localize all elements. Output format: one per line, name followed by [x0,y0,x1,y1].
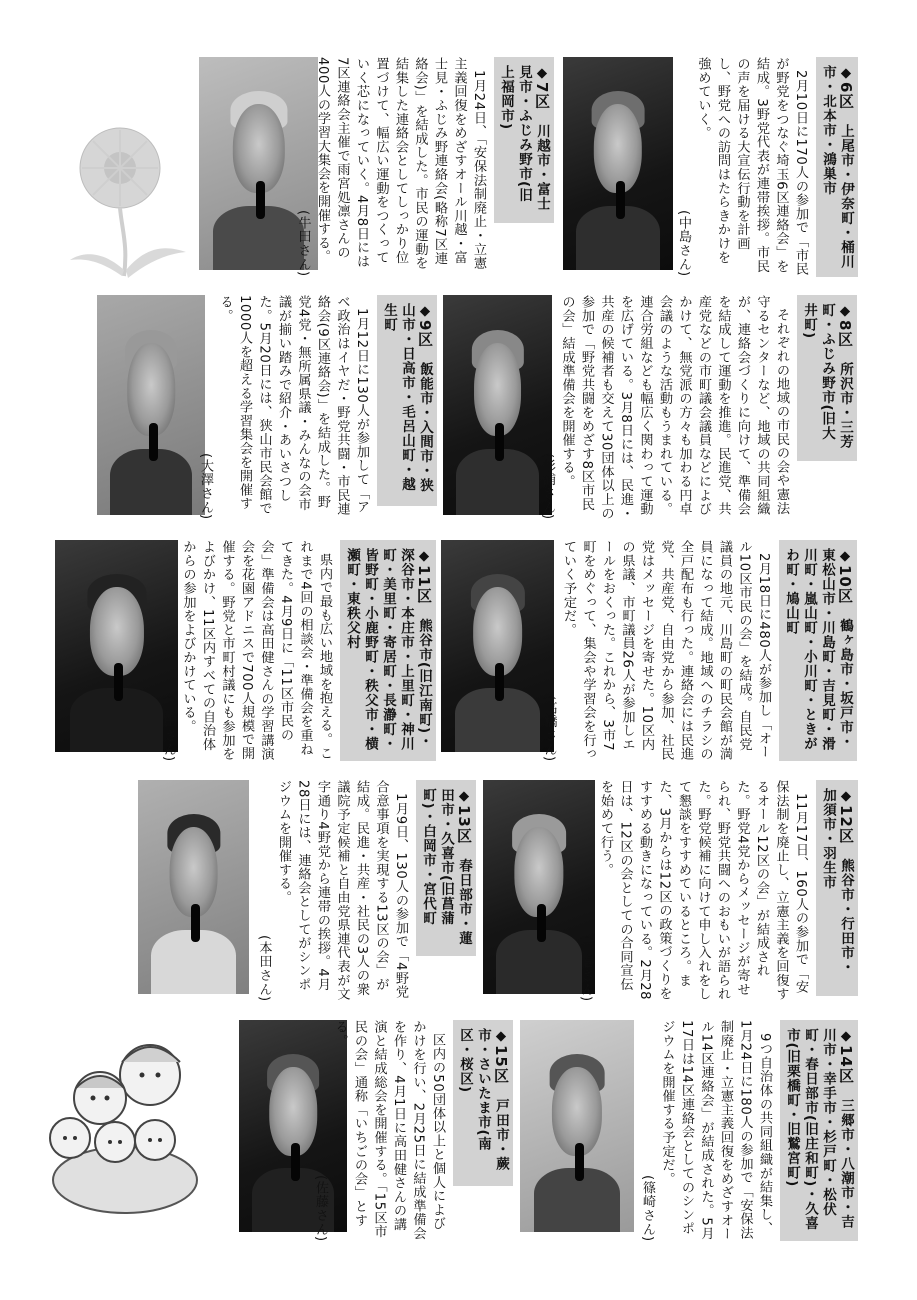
district-area: 熊谷市・行田市・加須市・羽生市 [820,788,854,975]
article-body [311,1020,448,1242]
district-number: 10区 [836,565,854,604]
diamond-icon: ◆ [837,548,853,565]
diamond-icon: ◆ [838,65,854,82]
article-text: 2月10日に170人の参加で「市民が野党をつなぐ埼玉6区連絡会」を結成。3野党代表が連帯挨拶。市民の声を届ける大宣伝行動を計画し、野党への訪問はたらきかけを強めていく。 [695,57,808,276]
article-7ku [295,57,554,277]
article-text: 区内の50団体以上と個人によびかけを行い、2月25日に結成準備会を作り、4月1日に高田健さんの講演と結成総会を開催する。「15区市民の会」通称「いちごの会」とする。 [332,1020,445,1241]
article-11ku [161,540,436,762]
district-area: 飯能市・入間市・狭山市・日高市・毛呂山町・越生町 [381,303,433,493]
district-number: 13区 [455,805,473,844]
article-text: 9つ自治体の共同組織が結集し、1月24日に180人の参加で「安保法制廃止・立憲主義回復をめざすオール14区連絡会」が結成された。5月17日は14区連絡会としてのシンポジウムを開催する予定だ。 [659,1020,772,1241]
diamond-icon: ◆ [837,303,853,320]
article-14ku [640,1020,858,1242]
article-9ku [198,295,437,520]
article-text: それぞれの地域の市民の会や憲法守るセンターなど、地域の共同組織が、連絡会づくりに向けて、準備会を結成して運動を推進。民進党、共産党などの市町議会議員などによびかけて、無党派の方々も加わる円卓会議のような活動もうまれている。連合労組なども幅広く関わって運動を広げている。3月8日には、民進・共産の候補者も交えて30団体以上の参加で「野党共闘をめざす8区市民の会」結成準備会を開催する。 [559,295,789,520]
article-author: (酒巻さん) [578,935,594,1002]
article-6ku [676,57,858,277]
article-body [539,540,773,762]
district-number: 14区 [837,1045,855,1084]
dandelion-illustration [62,120,190,280]
article-author: (杉浦さん) [540,453,555,520]
diamond-icon: ◆ [838,1028,854,1045]
district-heading [797,295,857,461]
article-text: 1月12日に130人が参加して「アベ政治はイヤだ・野党共闘・市民連絡会(9区連絡会)」を結成した。野党4党・無所属県議・みんなの会市議が揃い踏みで紹介・あいさつした。5月20日には、狭山市民会館で1000人を超える学習集会を開催する。 [217,295,369,516]
article-author: (中島さん) [676,210,691,277]
article-text: 11月17日、160人の参加で「安保法制を廃止し、立憲主義を回復するオール12区の会」が結成された。野党4党からメッセージが寄せられ、野党共闘へのおもいが語られた。野党候補に向けて申し入れをして懇談をすすめているところ。また、3月からは12区の政策づくりをすすめる動きになっている。2月28日は、12区の会としての合同宣伝を始めて行う。 [598,780,808,1001]
article-author: (大澤さん) [198,453,213,520]
photo-8ku [443,295,552,515]
diamond-icon: ◆ [456,788,472,805]
article-body [159,540,335,762]
article-13ku [256,780,476,1002]
district-number: 9区 [416,320,434,348]
diamond-icon: ◆ [838,788,854,805]
district-area: 所沢市・三芳町・ふじみ野市(旧大井町) [801,303,853,449]
diamond-icon: ◆ [534,65,550,82]
photo-9ku [97,295,205,515]
district-area: 上尾市・伊奈町・桶川市・北本市・鴻巣市 [820,65,854,269]
district-heading [779,540,857,761]
district-number: 12区 [837,805,855,844]
district-heading [816,780,858,996]
district-area: 鶴ヶ島市・坂戸市・東松山市・川島町・吉見町・滑川町・嵐山町・小川町・ときがわ町・鳩山町 [783,548,853,751]
district-heading [340,540,436,761]
article-author: (篠崎さん) [640,1175,655,1242]
district-number: 11区 [415,565,433,604]
district-number: 8区 [836,320,854,348]
district-number: 6区 [837,82,855,110]
diamond-icon: ◆ [493,1028,509,1045]
district-heading [494,57,554,223]
article-author: (牛田さん) [295,210,311,277]
district-heading [453,1020,513,1186]
district-area: 春日部市・蓮田市・久喜市(旧菖蒲町)・白岡市・宮代町 [420,788,472,946]
district-heading [780,1020,858,1241]
district-area: 川越市・富士見市・ふじみ野市(旧上福岡市) [498,65,550,211]
article-body [638,1020,775,1242]
article-text: 1月9日、130人の参加で「4野党合意事項を実現する13区の会」が結成。民進・共産・社民の3人の衆議院予定候補と自由党県連代表が文字通り4野党から連帯の挨拶。4月28日には、連絡会としてがシンポジウムを開催する。 [276,780,408,1001]
article-author: (内田さん) [161,695,176,762]
photo-14ku [520,1020,634,1232]
district-area: 三郷市・八潮市・吉川市・幸手市・杉戸町・松伏町・春日部市(旧庄和町)・久喜市(旧栗橋町・旧鷲宮町) [784,1028,854,1231]
article-author: (佐藤さん) [313,1175,328,1242]
article-author: (高橋さん) [541,695,557,762]
district-heading [416,780,476,956]
photo-6ku [563,57,673,270]
district-number: 7区 [533,82,551,110]
family-illustration [30,1030,230,1215]
article-15ku [313,1020,513,1242]
article-text: 県内で最も広い地域を抱える。これまで4回の相談会・準備会を重ねてきた。4月9日に「11区市民の会」準備会は高田健さんの学習講演会を花園アドニスで700人規模で開催する。野党と市町村議にも参加をよびかけ、11区内すべての自治体からの参加をよびかけている。 [180,540,332,761]
article-body [674,57,811,277]
district-number: 15区 [492,1045,510,1084]
article-author: (本田さん) [256,935,272,1002]
district-heading [377,295,437,506]
article-text: 2月18日に480人が参加し「オール10区市民の会」を結成。自民党議員の地元、川島町の町民会館が満員になって結成。地域へのチラシの全戸配布も行った。連絡会には民進党、共産党、自由党から参加、社民党はメッセージを寄せた。10区内の県議、市町議員26人が参加しエールをおくった。これから、3市7町をめぐって、集会や学習会を行っていく予定だ。 [561,540,771,761]
diamond-icon: ◆ [417,303,433,320]
article-10ku [541,540,857,762]
district-area: 熊谷市(旧江南町)・深谷市・本庄市・上里町・神川町・美里町・寄居町・長瀞町・皆野町・小鹿野町・秩父市・横瀬町・東秩父村 [344,548,432,751]
district-heading [816,57,858,277]
article-body [576,780,810,1002]
diamond-icon: ◆ [416,548,432,565]
article-12ku [578,780,858,1002]
article-text: 1月24日、「安保法制廃止・立憲主義回復をめざすオール川越・富士見・ふじみ野連絡会(略称7区連絡会)」を結成した。市民の運動を結集した連絡会としてしっかり位置づけて、幅広い運動をつくっていく芯になっていく。4月8日には7区連絡会主催で雨宮処凛さんの400人の学習大集会を開催する。 [315,57,486,270]
photo-10ku [441,540,554,752]
article-body [538,295,792,520]
photo-13ku [138,780,249,994]
article-body [293,57,488,277]
article-body [196,295,372,520]
article-body [254,780,410,1002]
district-area: 戸田市・蕨市・さいたま市(南区・桜区) [457,1028,509,1171]
article-8ku [540,295,857,520]
